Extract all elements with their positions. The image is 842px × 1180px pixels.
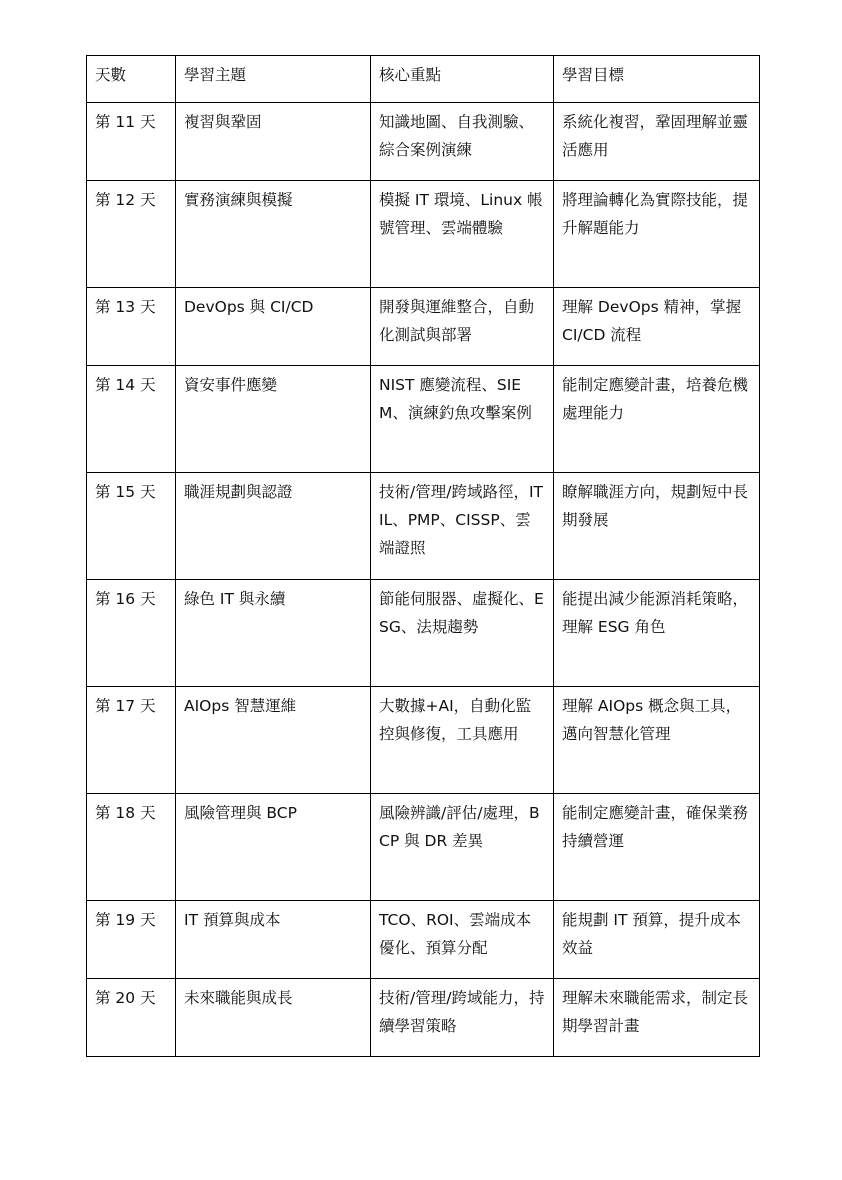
cell-topic: 職涯規劃與認證 [176,473,371,580]
cell-topic: AIOps 智慧運維 [176,687,371,794]
cell-topic: 複習與鞏固 [176,103,371,181]
cell-topic: IT 預算與成本 [176,901,371,979]
table-row [87,687,760,794]
table-row [87,103,760,181]
cell-day: 第 11 天 [87,103,176,181]
header-cell-topic: 學習主題 [176,56,371,103]
cell-goal: 系統化複習，鞏固理解並靈活應用 [554,103,760,181]
cell-topic: 實務演練與模擬 [176,181,371,288]
cell-goal: 理解 DevOps 精神，掌握 CI/CD 流程 [554,288,760,366]
table-row [87,979,760,1057]
table-row [87,473,760,580]
cell-day: 第 20 天 [87,979,176,1057]
cell-day: 第 16 天 [87,580,176,687]
cell-topic: 未來職能與成長 [176,979,371,1057]
cell-day: 第 18 天 [87,794,176,901]
cell-day: 第 19 天 [87,901,176,979]
cell-topic: 綠色 IT 與永續 [176,580,371,687]
cell-key-points: TCO、ROI、雲端成本優化、預算分配 [371,901,554,979]
cell-day: 第 14 天 [87,366,176,473]
schedule-table [86,55,760,1057]
cell-goal: 能規劃 IT 預算，提升成本效益 [554,901,760,979]
cell-day: 第 13 天 [87,288,176,366]
header-cell-key-points: 核心重點 [371,56,554,103]
table-row [87,580,760,687]
table-row [87,288,760,366]
cell-goal: 理解 AIOps 概念與工具，邁向智慧化管理 [554,687,760,794]
cell-day: 第 12 天 [87,181,176,288]
cell-day: 第 15 天 [87,473,176,580]
cell-goal: 瞭解職涯方向，規劃短中長期發展 [554,473,760,580]
table-row [87,366,760,473]
cell-key-points: 節能伺服器、虛擬化、ESG、法規趨勢 [371,580,554,687]
cell-day: 第 17 天 [87,687,176,794]
cell-goal: 將理論轉化為實際技能，提升解題能力 [554,181,760,288]
cell-key-points: 技術/管理/跨域路徑，ITIL、PMP、CISSP、雲端證照 [371,473,554,580]
cell-topic: 資安事件應變 [176,366,371,473]
table-header-row [87,56,760,103]
cell-key-points: 開發與運維整合，自動化測試與部署 [371,288,554,366]
cell-key-points: 風險辨識/評估/處理，BCP 與 DR 差異 [371,794,554,901]
cell-goal: 理解未來職能需求，制定長期學習計畫 [554,979,760,1057]
cell-key-points: 知識地圖、自我測驗、綜合案例演練 [371,103,554,181]
cell-key-points: NIST 應變流程、SIEM、演練釣魚攻擊案例 [371,366,554,473]
table-row [87,794,760,901]
cell-goal: 能制定應變計畫，確保業務持續營運 [554,794,760,901]
cell-key-points: 技術/管理/跨域能力，持續學習策略 [371,979,554,1057]
header-cell-goal: 學習目標 [554,56,760,103]
cell-topic: 風險管理與 BCP [176,794,371,901]
table-row [87,181,760,288]
cell-topic: DevOps 與 CI/CD [176,288,371,366]
cell-key-points: 大數據+AI，自動化監控與修復，工具應用 [371,687,554,794]
cell-goal: 能制定應變計畫，培養危機處理能力 [554,366,760,473]
table-row [87,901,760,979]
cell-key-points: 模擬 IT 環境、Linux 帳號管理、雲端體驗 [371,181,554,288]
cell-goal: 能提出減少能源消耗策略，理解 ESG 角色 [554,580,760,687]
header-cell-day: 天數 [87,56,176,103]
